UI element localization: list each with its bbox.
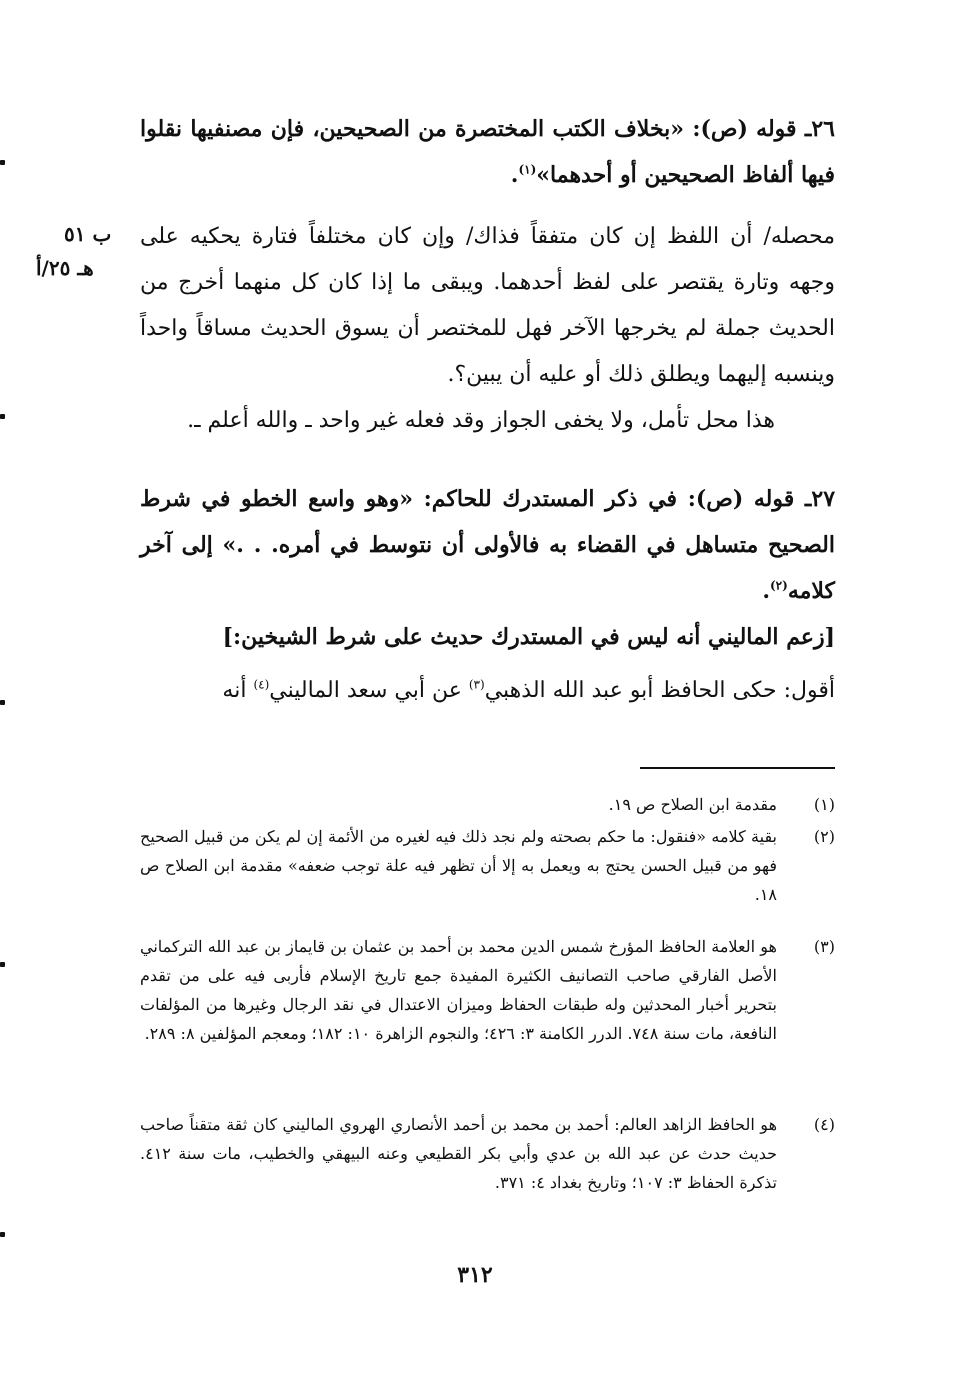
margin-note-2: هـ ٢٥/أ bbox=[36, 256, 94, 280]
paragraph-3 bbox=[140, 668, 835, 714]
footnote-ref-4: (٤) bbox=[253, 677, 270, 692]
paragraph-3-part3: أنه bbox=[222, 678, 254, 703]
scan-edge-mark bbox=[0, 160, 5, 165]
footnote-4 bbox=[140, 1110, 835, 1197]
scan-edge-mark bbox=[0, 962, 5, 967]
subheading-text: [زعم الماليني أنه ليس في المستدرك حديث على شرط الشيخين:] bbox=[222, 624, 835, 650]
paragraph-1-text: محصله/ أن اللفظ إن كان متفقاً فذاك/ وإن كان مختلفاً فتارة يحكيه على وجهه وتارة يقتصر على لفظ أحدهما. ويبقى ما إذا كان كل منهما أخرج من الحديث جملة لم يخرجها الآخر فهل للمختصر أن يسوق الحديث مساقاً واحداً وينسبه إليهما ويطلق ذلك أو عليه أن يبين؟. bbox=[140, 224, 835, 387]
paragraph-1 bbox=[140, 214, 835, 398]
footnote-1-text: مقدمة ابن الصلاح ص ١٩. bbox=[608, 795, 777, 814]
paragraph-3-part2: عن أبي سعد الماليني bbox=[269, 678, 469, 703]
paragraph-3-part1: أقول: حكى الحافظ أبو عبد الله الذهبي bbox=[484, 678, 835, 703]
footnote-3-mark: (٣) bbox=[813, 937, 835, 956]
footnote-2-text: بقية كلامه «فنقول: ما حكم بصحته ولم نجد ذلك فيه لغيره من الأئمة إن لم يكن من قبيل الصحيح فهو من قبيل الحسن يحتج به ويعمل به إلا أن تظهر فيه علة توجب ضعفه» مقدمة ابن الصلاح ص ١٨. bbox=[140, 827, 778, 904]
section-27-text: قوله (ص): في ذكر المستدرك للحاكم: «وهو واسع الخطو في شرط الصحيح متساهل في القضاء به فالأولى أن نتوسط في أمره. . .» إلى آخر كلامه bbox=[140, 486, 835, 604]
section-27-heading: ٢٧ـ قوله (ص): في ذكر المستدرك للحاكم: «وهو واسع الخطو في شرط الصحيح متساهل في القضاء به فالأولى أن نتوسط في أمره. . .» إلى آخر كلامه$^{(٢)}$. bbox=[140, 486, 836, 604]
subheading bbox=[140, 614, 835, 660]
section-26-number: ٢٦ـ bbox=[804, 116, 835, 142]
footnote-ref-2: (٢) bbox=[769, 578, 788, 593]
footnote-ref-1: (١) bbox=[518, 162, 537, 177]
paragraph-2 bbox=[140, 398, 775, 444]
margin-note-1: ب ٥١ bbox=[64, 222, 112, 246]
scan-edge-mark bbox=[0, 414, 5, 419]
section-26-heading: ٢٦ـ قوله (ص): «بخلاف الكتب المختصرة من الصحيحين، فإن مصنفيها نقلوا فيها ألفاظ الصحيحين أو أحدهما»$^{(١)}$. bbox=[140, 116, 835, 188]
footnote-separator bbox=[640, 767, 835, 769]
scan-edge-mark bbox=[0, 700, 5, 705]
section-26-text: قوله (ص): «بخلاف الكتب المختصرة من الصحيحين، فإن مصنفيها نقلوا فيها ألفاظ الصحيحين أو أحدهما» bbox=[140, 116, 835, 188]
footnote-1-mark: (١) bbox=[813, 795, 835, 814]
footnote-1 bbox=[140, 790, 835, 819]
section-27-number: ٢٧ـ bbox=[804, 486, 836, 512]
scan-edge-mark bbox=[0, 1232, 5, 1237]
footnote-3 bbox=[140, 932, 835, 1048]
footnote-ref-3: (٣) bbox=[468, 677, 485, 692]
footnote-2 bbox=[140, 822, 835, 909]
footnote-3-text: هو العلامة الحافظ المؤرخ شمس الدين محمد بن أحمد بن عثمان بن قايماز بن عبد الله التركماني الأصل الفارقي صاحب التصانيف الكثيرة المفيدة جمع تاريخ الإسلام فأربى فيه على من تقدم بتحرير أخبار المحدثين وله طبقات الحفاظ وميزان الاعتدال في نقد الرجال وغيرها من المؤلفات النافعة، مات سنة ٧٤٨. الدرر الكامنة ٣: ٤٢٦؛ والنجوم الزاهرة ١٠: ١٨٢؛ ومعجم المؤلفين ٨: ٢٨٩. bbox=[140, 937, 777, 1043]
footnote-4-mark: (٤) bbox=[813, 1115, 835, 1134]
page-number: ٣١٢ bbox=[457, 1262, 493, 1288]
footnote-4-text: هو الحافظ الزاهد العالم: أحمد بن محمد بن أحمد الأنصاري الهروي الماليني كان ثقة متقناً صاحب حديث حدث عن عبد الله بن عدي وأبي بكر القطيعي وعنه البيهقي والخطيب، مات سنة ٤١٢. تذكرة الحفاظ ٣: ١٠٧؛ وتاريخ بغداد ٤: ٣٧١. bbox=[140, 1115, 777, 1192]
footnote-2-mark: (٢) bbox=[813, 827, 835, 846]
paragraph-2-text: هذا محل تأمل، ولا يخفى الجواز وقد فعله غير واحد ـ والله أعلم ـ. bbox=[187, 408, 775, 433]
